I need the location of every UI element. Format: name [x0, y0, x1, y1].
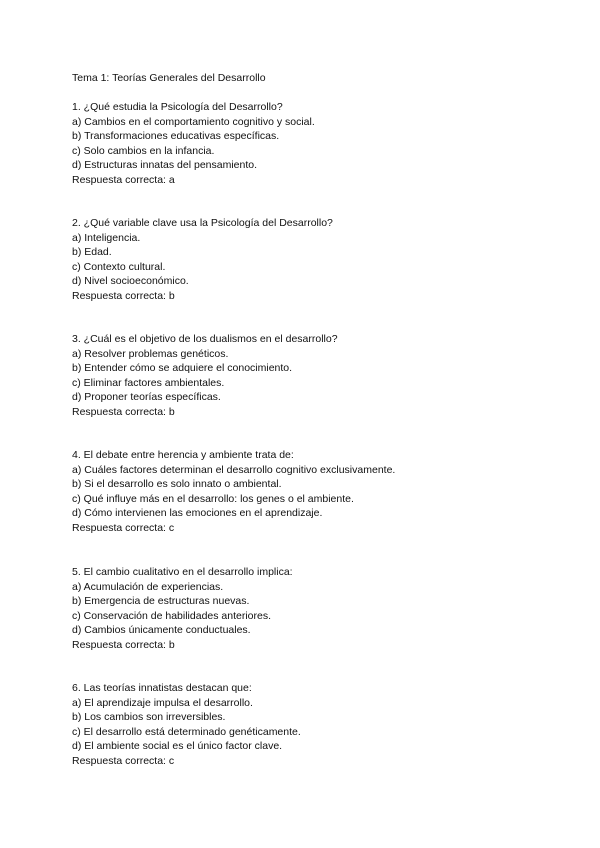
option-d: d) Proponer teorías específicas.	[72, 391, 221, 404]
question-text: 3. ¿Cuál es el objetivo de los dualismos en el desarrollo?	[72, 333, 338, 345]
correct-answer: Respuesta correcta: a	[72, 173, 175, 186]
option-a: a) Cambios en el comportamiento cognitivo y social.	[72, 115, 315, 128]
option-b: b) Emergencia de estructuras nuevas.	[72, 595, 250, 608]
option-b: b) Transformaciones educativas específicas.	[72, 130, 280, 143]
option-b: b) Edad.	[72, 246, 112, 259]
question-text: 5. El cambio cualitativo en el desarrollo implica:	[72, 566, 293, 578]
correct-answer: Respuesta correcta: b	[72, 289, 175, 302]
option-c: c) Solo cambios en la infancia.	[72, 144, 215, 157]
option-c: c) Eliminar factores ambientales.	[72, 376, 225, 389]
question-text: 4. El debate entre herencia y ambiente trata de:	[72, 449, 294, 461]
option-a: a) Cuáles factores determinan el desarrollo cognitivo exclusivamente.	[72, 463, 396, 476]
option-b: b) Los cambios son irreversibles.	[72, 711, 226, 724]
option-d: d) Cómo intervienen las emociones en el aprendizaje.	[72, 507, 323, 520]
option-c: c) El desarrollo está determinado genéticamente.	[72, 725, 301, 738]
option-a: a) Inteligencia.	[72, 231, 141, 244]
correct-answer: Respuesta correcta: b	[72, 638, 175, 651]
question-block-4	[72, 448, 395, 536]
correct-answer: Respuesta correcta: c	[72, 754, 175, 767]
option-d: d) El ambiente social es el único factor clave.	[72, 740, 283, 753]
question-block-5	[72, 565, 293, 653]
option-c: c) Conservación de habilidades anteriores.	[72, 609, 272, 622]
question-block-2	[72, 216, 333, 304]
question-text: 6. Las teorías innatistas destacan que:	[72, 682, 252, 694]
option-b: b) Si el desarrollo es solo innato o ambiental.	[72, 478, 282, 491]
option-b: b) Entender cómo se adquiere el conocimiento.	[72, 362, 293, 375]
option-d: d) Cambios únicamente conductuales.	[72, 624, 251, 637]
option-c: c) Qué influye más en el desarrollo: los genes o el ambiente.	[72, 492, 354, 505]
option-d: d) Estructuras innatas del pensamiento.	[72, 159, 258, 172]
question-block-6	[72, 681, 301, 769]
correct-answer: Respuesta correcta: c	[72, 521, 175, 534]
question-block-1	[72, 100, 315, 188]
question-text: 2. ¿Qué variable clave usa la Psicología del Desarrollo?	[72, 217, 333, 229]
document-title: Tema 1: Teorías Generales del Desarrollo	[72, 72, 266, 84]
option-c: c) Contexto cultural.	[72, 260, 166, 273]
question-text: 1. ¿Qué estudia la Psicología del Desarrollo?	[72, 101, 283, 113]
option-a: a) Acumulación de experiencias.	[72, 580, 224, 593]
option-a: a) El aprendizaje impulsa el desarrollo.	[72, 696, 253, 709]
correct-answer: Respuesta correcta: b	[72, 405, 175, 418]
option-a: a) Resolver problemas genéticos.	[72, 347, 229, 360]
question-block-3	[72, 332, 338, 420]
option-d: d) Nivel socioeconómico.	[72, 275, 189, 288]
